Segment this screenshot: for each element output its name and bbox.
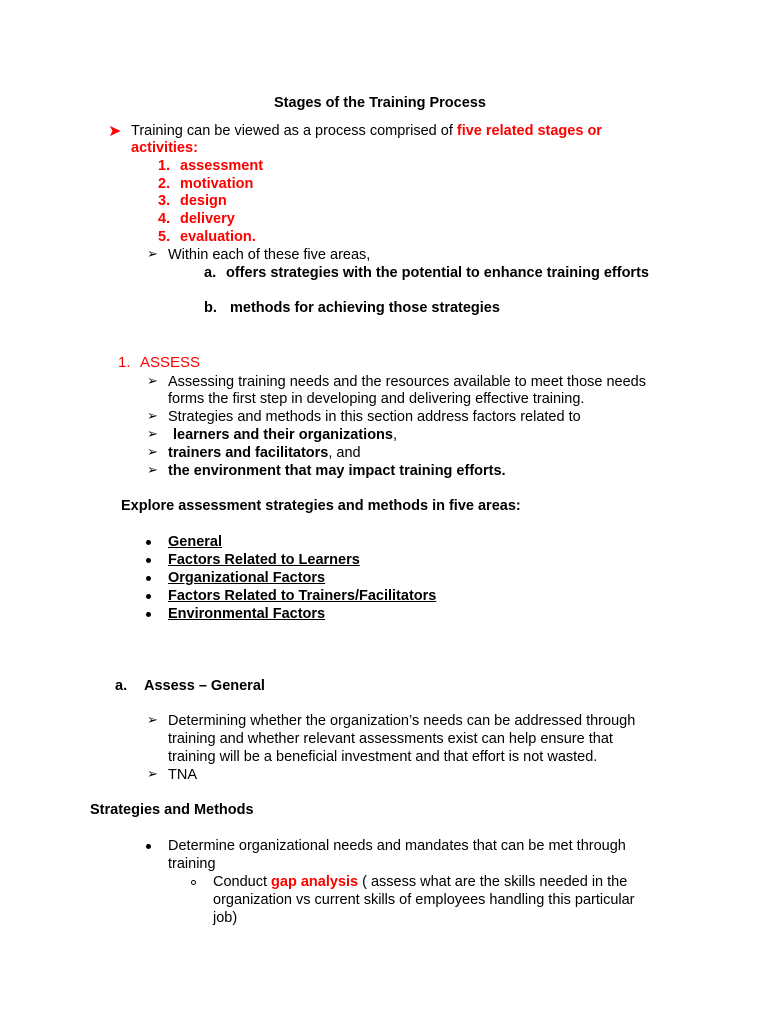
explore-link-trainers[interactable]: Factors Related to Trainers/Facilitators [168,588,437,604]
assess-item-learners [173,426,397,444]
within-b-text: methods for achieving those strategies [230,300,500,316]
arrowhead-icon: ➢ [147,445,158,460]
gap-analysis-line [213,873,627,891]
gap-analysis-lead: Conduct [213,874,272,890]
assess-para-line: forms the first step in developing and delivering effective training. [168,391,585,407]
assess-general-heading: Assess – General [144,678,265,694]
explore-link-learners[interactable]: Factors Related to Learners [168,552,360,568]
assess-heading-number: 1. [118,354,131,371]
within-a-marker: a. [204,265,217,281]
intro-line [131,122,602,140]
arrowhead-icon: ➢ [147,247,158,262]
arrowhead-icon: ➢ [147,374,158,389]
assess-item-learners-bold: learners and their organizations [173,427,393,443]
assess-item-trainers-bold: trainers and facilitators [168,445,329,461]
stage-label: evaluation. [180,229,256,245]
assess-item-environment: the environment that may impact training efforts. [168,463,506,479]
arrowhead-icon: ➢ [147,463,158,478]
stage-number: 3. [158,193,171,209]
bullet-icon [146,844,151,849]
stage-number: 2. [158,176,171,192]
strategies-bullet-line: training [168,856,216,872]
explore-link-organizational[interactable]: Organizational Factors [168,570,326,586]
explore-link-general[interactable]: General [168,534,222,550]
within-a-text: offers strategies with the potential to enhance training efforts [226,265,649,281]
intro-lead: Training can be viewed as a process comprised of [131,123,457,139]
arrowhead-icon: ➢ [147,713,158,728]
gap-analysis-line-2: organization vs current skills of employees handling this particular [213,892,635,908]
assess-item-learners-tail: , [392,427,398,443]
arrowhead-icon: ➢ [147,427,158,442]
bullet-icon [146,576,151,581]
within-text: Within each of these five areas, [168,247,371,263]
stage-label: motivation [180,176,254,192]
stage-label: assessment [180,158,264,174]
intro-highlight: five related stages or [456,123,602,139]
bullet-icon [146,540,151,545]
intro-highlight-cont: activities: [131,140,198,156]
stage-label: design [180,193,227,209]
assess-general-para-line: training and whether relevant assessments exist can help ensure that [168,731,613,747]
bullet-icon [146,558,151,563]
circle-bullet-icon [191,880,196,885]
assess-general-para-line: training will be a beneficial investment and that effort is not wasted. [168,749,598,765]
bullet-icon [146,612,151,617]
stage-number: 5. [158,229,171,245]
assess-general-marker: a. [115,678,128,694]
page-title: Stages of the Training Process [274,95,486,111]
assess-item-trainers [168,444,361,462]
arrowhead-icon: ➤ [108,121,122,140]
assess-strategies-text: Strategies and methods in this section address factors related to [168,409,581,425]
strategies-heading: Strategies and Methods [90,802,254,818]
assess-general-para-line: Determining whether the organization’s needs can be addressed through [168,713,636,729]
stage-number: 1. [158,158,171,174]
assess-para-line: Assessing training needs and the resources available to meet those needs [168,374,646,390]
explore-link-environmental[interactable]: Environmental Factors [168,606,326,622]
explore-heading: Explore assessment strategies and methods in five areas: [121,498,521,514]
within-b-marker: b. [204,300,217,316]
stage-number: 4. [158,211,171,227]
assess-item-trainers-tail: , and [328,445,361,461]
strategies-bullet-line: Determine organizational needs and mandates that can be met through [168,838,626,854]
bullet-icon [146,594,151,599]
assess-heading: ASSESS [140,354,201,371]
stage-label: delivery [180,211,235,227]
gap-analysis-tail: ( assess what are the skills needed in the [358,874,628,890]
arrowhead-icon: ➢ [147,409,158,424]
assess-general-tna: TNA [168,767,197,783]
gap-analysis-line-3: job) [213,910,238,926]
gap-analysis-highlight: gap analysis [271,874,359,890]
arrowhead-icon: ➢ [147,767,158,782]
